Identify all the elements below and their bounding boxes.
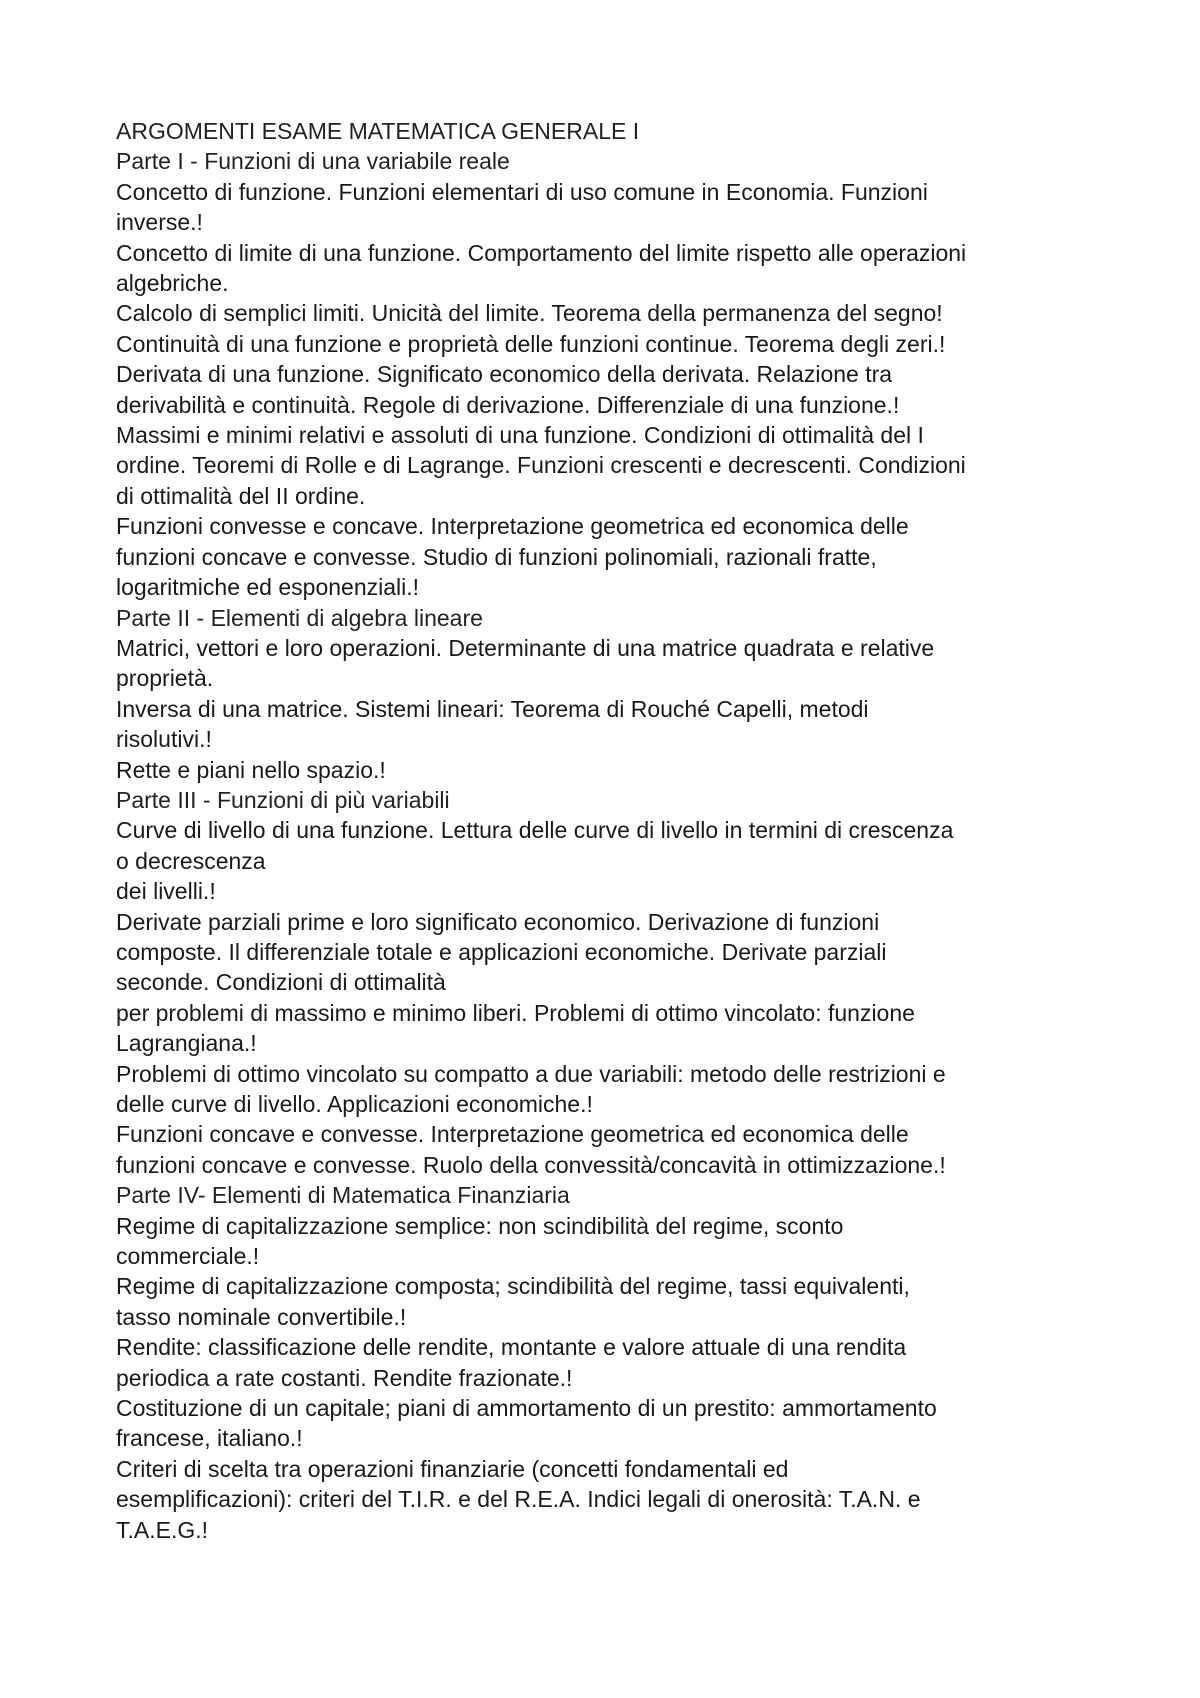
text-line: Funzioni convesse e concave. Interpretazione geometrica ed economica delle [116, 513, 909, 540]
text-line: Lagrangiana.! [116, 1030, 257, 1057]
text-line: Massimi e minimi relativi e assoluti di una funzione. Condizioni di ottimalità del I [116, 422, 924, 449]
text-line: commerciale.! [116, 1243, 260, 1270]
section-heading-parte-2: Parte II - Elementi di algebra lineare [116, 604, 483, 631]
text-line: Rette e piani nello spazio.! [116, 756, 386, 783]
text-line: funzioni concave e convesse. Studio di funzioni polinomiali, razionali fratte, [116, 543, 877, 570]
document-title: ARGOMENTI ESAME MATEMATICA GENERALE I [116, 118, 640, 144]
text-line: composte. Il differenziale totale e applicazioni economiche. Derivate parziali [116, 938, 887, 965]
text-line: Calcolo di semplici limiti. Unicità del limite. Teorema della permanenza del segno! [116, 300, 943, 327]
text-line: inverse.! [116, 209, 203, 236]
text-line: dei livelli.! [116, 878, 216, 905]
text-line: Regime di capitalizzazione semplice: non scindibilità del regime, sconto [116, 1212, 844, 1239]
text-line: Curve di livello di una funzione. Lettura delle curve di livello in termini di crescenza [116, 817, 954, 844]
document-page [116, 116, 1096, 1545]
text-line: periodica a rate costanti. Rendite frazionate.! [116, 1364, 573, 1391]
text-line: francese, italiano.! [116, 1425, 303, 1452]
text-line: o decrescenza [116, 847, 266, 874]
text-line: Inversa di una matrice. Sistemi lineari: Teorema di Rouché Capelli, metodi [116, 695, 869, 722]
text-line: Funzioni concave e convesse. Interpretazione geometrica ed economica delle [116, 1121, 909, 1148]
text-line: Derivata di una funzione. Significato economico della derivata. Relazione tra [116, 361, 893, 388]
text-line: Regime di capitalizzazione composta; scindibilità del regime, tassi equivalenti, [116, 1273, 910, 1300]
text-line: risolutivi.! [116, 726, 212, 753]
text-line: tasso nominale convertibile.! [116, 1303, 407, 1330]
text-line: proprietà. [116, 665, 214, 692]
text-line: T.A.E.G.! [116, 1516, 209, 1543]
text-line: esemplificazioni): criteri del T.I.R. e del R.E.A. Indici legali di onerosità: T.A.N. e [116, 1486, 921, 1513]
text-line: logaritmiche ed esponenziali.! [116, 574, 420, 601]
text-line: Concetto di limite di una funzione. Comportamento del limite rispetto alle operazioni [116, 239, 967, 266]
text-line: Continuità di una funzione e proprietà delle funzioni continue. Teorema degli zeri.! [116, 330, 946, 357]
text-line: ordine. Teoremi di Rolle e di Lagrange. Funzioni crescenti e decrescenti. Condizioni [116, 452, 966, 479]
text-line: Concetto di funzione. Funzioni elementari di uso comune in Economia. Funzioni [116, 178, 928, 205]
section-heading-parte-3: Parte III - Funzioni di più variabili [116, 786, 450, 813]
text-line: Derivate parziali prime e loro significato economico. Derivazione di funzioni [116, 908, 880, 935]
text-line: derivabilità e continuità. Regole di derivazione. Differenziale di una funzione.! [116, 391, 900, 418]
text-line: delle curve di livello. Applicazioni economiche.! [116, 1091, 593, 1117]
text-line: per problemi di massimo e minimo liberi. Problemi di ottimo vincolato: funzione [116, 999, 915, 1026]
text-line: Matrici, vettori e loro operazioni. Determinante di una matrice quadrata e relative [116, 634, 935, 661]
text-line: Problemi di ottimo vincolato su compatto a due variabili: metodo delle restrizioni e [116, 1060, 946, 1087]
section-heading-parte-4: Parte IV- Elementi di Matematica Finanziaria [116, 1182, 570, 1209]
text-line: algebriche. [116, 270, 229, 297]
text-line: seconde. Condizioni di ottimalità [116, 969, 446, 996]
text-line: Costituzione di un capitale; piani di ammortamento di un prestito: ammortamento [116, 1395, 937, 1422]
text-line: Rendite: classificazione delle rendite, montante e valore attuale di una rendita [116, 1334, 907, 1361]
text-line: funzioni concave e convesse. Ruolo della convessità/concavità in ottimizzazione.! [116, 1151, 946, 1178]
section-heading-parte-1: Parte I - Funzioni di una variabile reale [116, 148, 510, 175]
text-line: di ottimalità del II ordine. [116, 482, 366, 509]
text-line: Criteri di scelta tra operazioni finanziarie (concetti fondamentali ed [116, 1455, 789, 1482]
